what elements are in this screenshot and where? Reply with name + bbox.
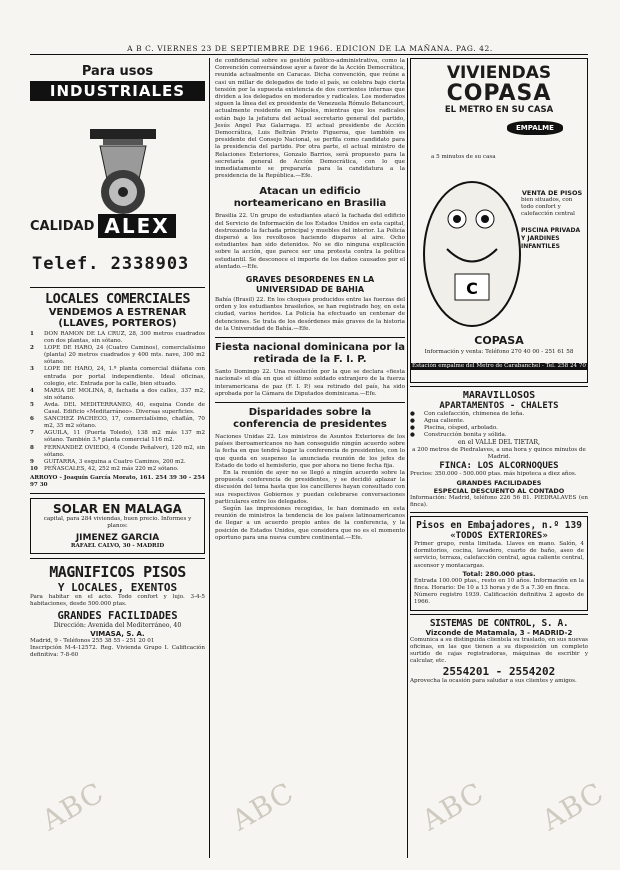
copasa-badge: EMPALME [507,121,563,135]
caster-wheel-icon [78,124,168,219]
column-3 [410,58,588,686]
copasa-footer-line: Información y venta: Teléfono 270 40 00 - 251 61 58 [424,349,574,355]
marav-sub: APARTAMENTOS - CHALETS [439,401,559,411]
article-3-title: GRAVES DESORDENES EN LA UNIVERSIDAD DE BAHIA [245,275,375,295]
alex-telephone: Telef. 2338903 [32,254,190,274]
list-item: 9 GUITARRA, 3 esquina a Cuatro Caminos, 200 m2. [30,458,186,465]
sist-tel2: 2554202 [508,665,556,679]
maravillosos-ad [410,390,588,509]
marav-prices: Precios: 350.000 - 500.000 ptas. más hipoteca a diez años. [410,471,577,478]
alex-line2-bar [30,81,205,101]
pisos-tel: Madrid, 9 - Teléfonos 255 38 55 - 251 20 01 [30,637,155,644]
column-1 [30,58,205,660]
alex-line2: INDUSTRIALES [49,82,186,100]
watermark: ABC [536,775,610,838]
alex-ad [30,64,205,284]
pisos-sub: Y LOCALES, EXENTOS [57,580,178,594]
copasa-ad [410,58,588,383]
embajadores-ad [410,516,588,611]
copasa-footer-line2: Estación empalme del Metro de Carabanchel - Tel. 258 24 70 [412,363,586,369]
emb-sub: «TODOS EXTERIORES» [450,530,548,541]
list-item: 6 SANCHEZ PACHECO, 17, comercialísimo, chaflán, 70 m2, 35 m2 sótano. [30,416,205,430]
emb-title: Pisos en Embajadores, n.º 139 [416,519,582,531]
column-divider [407,58,408,858]
emb-price: Total: 280.000 ptas. [462,569,536,578]
solar-address: RAFAEL CALVO, 30 - MADRID [70,542,165,549]
locales-footer: ARROYO - Joaquín García Morato, 161. 254 39 30 - 254 97 30 [30,474,205,489]
solar-name: JIMENEZ GARCIA [75,532,160,543]
list-item: 4 MARIA DE MOLINA, 8, fachada a dos calles, 337 m2, sin sótano. [30,387,205,401]
list-item: 3 LOPE DE HARO, 24, 1.ª planta comercial diáfana con entrada por portal independiente. Ideal oficinas, colegio, etc. Entrada por la calle, bien situado. [30,366,205,387]
marav-grandes: GRANDES FACILIDADES [456,478,542,487]
copasa-piscina: PISCINA PRIVADA Y JARDINES INFANTILES [521,226,581,250]
column-2 [215,58,405,542]
article-4-title: Fiesta nacional dominicana por la retirada de la F. I. P. [215,342,405,366]
copasa-viviendas: VIVIENDAS [446,63,552,83]
emb-reg: Número registro 1939. Calificación definitiva 2 agosto de 1966. [414,592,584,606]
list-item: 5 Avda. DEL MEDITERRANEO, 40, esquina Conde de Casal. Edificio «Meditarráneo». Diversas superficies. [30,401,205,416]
solar-ad [30,498,205,554]
article-5-body3: Según las impresiones recogidas, le han dominado en esta reunión de ministros la tendencia de los países latinoamericanos de llegar a un acuerdo propio antes de la conferencia, y la posición de Estados Unidos, que considera que no es el momento oportuno para una nueva cumbre continental.—Efe. [215,505,405,541]
list-item: 8 FERNANDEZ OVIEDO, 4 (Conde Peñalver), 120 m2, sin sótano. [30,444,205,458]
page-header: A B C. VIERNES 23 DE SEPTIEMBRE DE 1966. EDICION DE LA MAÑANA. PAG. 42. [127,44,493,53]
fish-mascot-icon [417,164,522,334]
locales-ad [30,291,205,489]
list-item: 1 DON RAMON DE LA CRUZ, 28, 300 metros cuadrados con dos plantas, sin sótano. [30,331,205,345]
pisos-reg: Inscripción M-4-12572. Reg. Vivienda Grupo I. Calificación definitiva: 7-8-60 [30,645,205,659]
svg-text:C: C [466,279,478,298]
marav-where: en el VALLE DEL TIETAR, [458,439,540,447]
watermark: ABC [416,775,490,838]
list-item: ● Piscina, césped, arbolado. [410,425,498,432]
article-5-body1: Naciones Unidas 22. Los ministros de Asuntos Exteriores de los países iberoamericanos no han conseguido ningún acuerdo sobre la fecha en que tendrá lugar la conferencia de presidentes, con lo que queda en suspenso la anunciada reunión de los jefes de Estado de todo el hemisferio, que por ahora no tiene fecha fija. [215,433,405,469]
sist-tel1: 2554201 [442,665,490,679]
locales-list [30,331,205,473]
sist-phones: 2554201 - 2554202 [442,665,556,679]
marav-title: MARAVILLOSOS [462,390,536,401]
watermark: ABC [226,775,300,838]
marav-info: Información: Madrid, teléfono 226 56 81. PIEDRALAVES (en finca). [410,494,588,508]
emb-entr: Entrada 100.000 ptas., resto en 10 años. Información en la finca. Horario: De 10 a 13 horas y de 5 a 7.30 en finca. [414,577,584,591]
article-5-body2: En la reunión de ayer no se llegó a ningún acuerdo sobre la propuesta conferencia de presidentes, y se decidió aplazar la discusión del tema hasta que los cancilleres hayan consultado con sus respectivos Gobiernos y puedan celebrarse conversaciones particulares entre los delegados. [215,469,405,505]
article-4-body: Santo Domingo 22. Una resolución por la que se declara «fiesta nacional» el día en que el último soldado extranjero de la fuerza interamericana de paz (F. I. P.) sea retirado del país, ha sido aprobada por la Cámara de Diputados dominicana.—Efe. [215,369,405,397]
list-item: ● Construcción bonita y sólida. [410,432,507,439]
pisos-ad [30,563,205,660]
article-intro: de confidencial sobre su gestión político-administrativa, como la Convención conversándose ayer a favor de la Acción Democrática, reunida actualmente en Caracas. Dicha convención, que reúne a casi un millar de delegados de todo el país, se celebra bajo cierta tensión por la supuesta existencia de dos corrientes internas que dividen a los delegados en moderados y radicales. Los moderados siguen la línea del ex presidente de Venezuela Rómulo Betancourt, actualmente residente en Nápoles, mientras que los radicales están bajo la jefatura del actual secretario general del partido, Jesús Angel Paz Galarraga. El actual presidente de Acción Democrática, Luis Beltrán Prieto Figueroa, que también es presidente del Consejo Nacional, se perfila como candidato para la presidencia del partido. Por otra parte, el actual ministro de Relaciones Exteriores, Gonzalo Barrios, será propuesto para la secretaría general de Acción Democrática, con lo que inmediatamente se prepararía para la candidatura a la presidencia de la República.—Efe. [215,58,405,180]
sist-tail: Aprovecha la ocasión para saludar a sus clientes y amigos. [410,678,577,685]
copasa-brand: COPASA [446,81,552,106]
copasa-venta-block [521,189,583,251]
copasa-slogan: EL METRO EN SU CASA [444,105,554,115]
copasa-mini: a 5 minutos de su casa [431,154,496,160]
article-5-title: Disparidades sobre la conferencia de presidentes [233,406,387,430]
article-2-body: Brasilia 22. Un grupo de estudiantes atacó la fachada del edificio del Servicio de Información de los Estados Unidos en esta capital, destrozando la fachada principal y muebles del interior. La Policía dispersó a los revoltosos haciendo disparos al aire. Ocho estudiantes han sido detenidos. No se dio ninguna explicación sobre la acción, que parece ser una protesta contra la política estudiantil. Se desconoce el importe de los daños causados por el atentado.—Efe. [215,213,405,270]
list-item: 2 LOPE DE HARO, 24 (Cuatro Caminos), comercialísimo (planta) 20 metros cuadrados y 400 mts. nave, 300 m2 sótano. [30,345,205,366]
pisos-dir: Dirección: Avenida del Mediterráneo, 40 [53,622,182,630]
list-item: 7 AGUILA, 11 (Puerta Toledo), 138 m2 más 137 m2 sótano. También 3.ª planta comercial 116 m2. [30,430,205,444]
pisos-grandes: GRANDES FACILIDADES [57,610,178,623]
sist-title: SISTEMAS DE CONTROL, S. A. [429,617,569,629]
marav-finca: FINCA: LOS ALCORNOQUES [439,461,559,472]
list-item: ● Con calefacción, chimenea de leña. [410,411,525,417]
alex-line1: Para usos [81,64,154,79]
column-divider [209,58,210,858]
emb-body: Primer grupo, renta limitada. Llaves en mano. Salón, 4 dormitorios, cocina, lavadero, cuarto de baño, aseo de servicio, terraza, calefacción central, agua caliente central, ascensor y montacargas. [414,540,584,569]
marav-especial: ESPECIAL DESCUENTO AL CONTADO [433,486,565,495]
locales-title: LOCALES COMERCIALES [45,291,190,307]
sist-addr: Vizconde de Matamala, 3 - MADRID-2 [425,628,573,637]
pisos-body: Para habitar en el acto. Todo confort y lujo. 3-4-5 habitaciones, desde 500.000 ptas. [30,593,205,608]
solar-body: capital, para 284 viviendas, buen precio. Informes y planos: [43,516,192,530]
pisos-title: MAGNIFICOS PISOS [49,562,186,581]
copasa-venta-lines: bien situados, con todo confort y calefacción central [521,197,575,218]
header-rule [30,54,588,55]
sistemas-ad [410,618,588,686]
copasa-venta: VENTA DE PISOS [521,189,583,197]
marav-dist: a 200 metros de Piedralaves, a una hora y quince minutos de Madrid. [412,446,586,461]
watermark: ABC [36,775,110,838]
locales-sub1: VENDEMOS A ESTRENAR [48,307,187,318]
pisos-vimasa: VIMASA, S. A. [90,629,145,638]
list-item: ● Agua caliente. [410,418,465,425]
solar-title: SOLAR EN MALAGA [53,502,182,517]
alex-brand: ALEX [98,214,175,238]
article-3-body: Bahía (Brasil) 22. En los choques producidos entre las fuerzas del orden y los estudiantes brasileños, se han registrado hoy, en esta ciudad, varios heridos. La Policía ha efectuado un centenar de detenciones. Se trata de los desórdenes más graves de la historia de la Universidad de Bahía.—Efe. [215,297,405,332]
locales-sub2: (LLAVES, PORTEROS) [58,318,177,329]
list-item: 10 PEÑASCALES, 42, 252 m2 más 220 m2 sótano. [30,465,179,472]
article-2-title: Atacan un edificio norteamericano en Brasilia [233,186,387,210]
alex-calidad: CALIDAD [30,218,95,234]
copasa-footer-brand: COPASA [474,334,524,347]
sist-body: Comunica a su distinguida clientela su traslado, en sus nuevas oficinas, en las que tienen a su disposición un completo surtido de cajas registradoras, máquinas de escribir y calcular, etc. [410,636,588,665]
